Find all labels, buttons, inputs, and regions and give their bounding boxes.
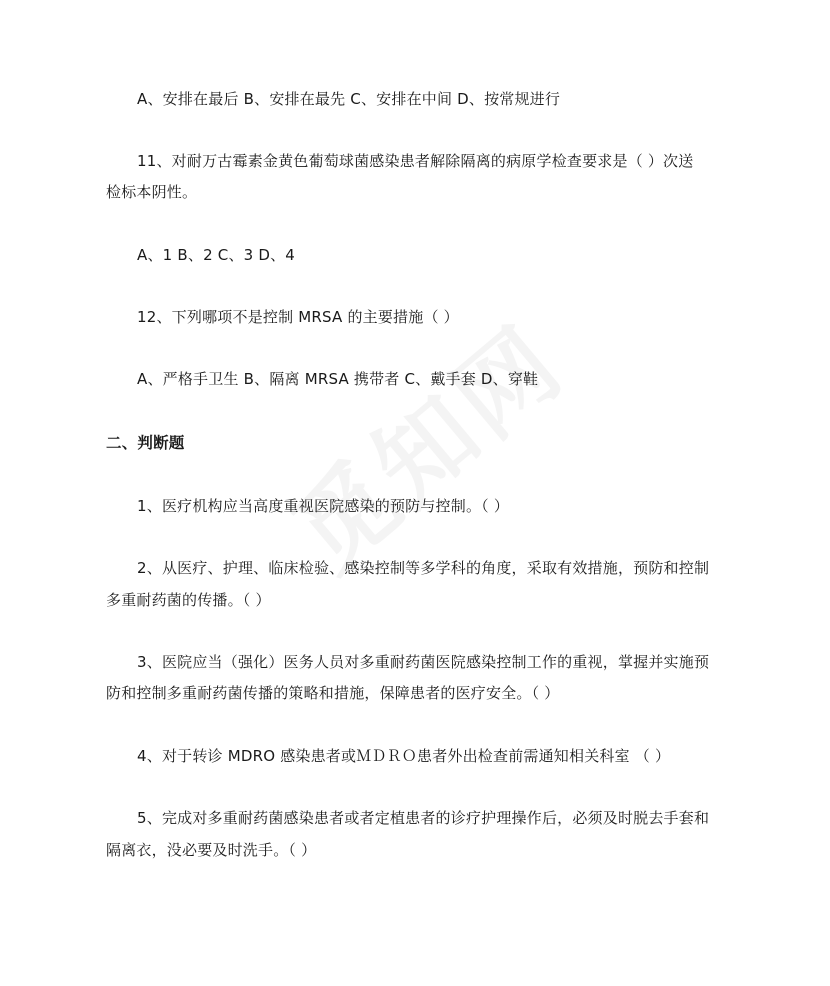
q12-text: 12、下列哪项不是控制 MRSA 的主要措施（ ） [137, 308, 459, 326]
q12-options: A、严格手卫生 B、隔离 MRSA 携带者 C、戴手套 D、穿鞋 [137, 370, 539, 388]
tf-item-3-line2: 防和控制多重耐药菌传播的策略和措施，保障患者的医疗安全。（ ） [106, 684, 560, 702]
tf-item-3-line1: 3、医院应当（强化）医务人员对多重耐药菌医院感染控制工作的重视，掌握并实施预 [137, 653, 710, 671]
tf-item-1: 1、医疗机构应当高度重视医院感染的预防与控制。（ ） [137, 497, 510, 515]
q11-text-line1: 11、对耐万古霉素金黄色葡萄球菌感染患者解除隔离的病原学检查要求是（ ）次送 [137, 152, 694, 170]
section-heading: 二、判断题 [106, 434, 185, 452]
tf-item-4: 4、对于转诊 MDRO 感染患者或ＭＤＲＯ患者外出检查前需通知相关科室 （ ） [137, 747, 671, 765]
tf-item-5-line2: 隔离衣，没必要及时洗手。（ ） [106, 841, 317, 859]
watermark [259, 288, 589, 597]
tf-item-2-line1: 2、从医疗、护理、临床检验、感染控制等多学科的角度，采取有效措施，预防和控制 [137, 559, 710, 577]
q11-options: A、1 B、2 C、3 D、4 [137, 246, 296, 264]
q10-options: A、安排在最后 B、安排在最先 C、安排在中间 D、按常规进行 [137, 90, 561, 108]
tf-item-5-line1: 5、完成对多重耐药菌感染患者或者定植患者的诊疗护理操作后，必须及时脱去手套和 [137, 809, 710, 827]
tf-item-2-line2: 多重耐药菌的传播。（ ） [106, 591, 271, 609]
q11-text-line2: 检标本阴性。 [106, 183, 198, 201]
